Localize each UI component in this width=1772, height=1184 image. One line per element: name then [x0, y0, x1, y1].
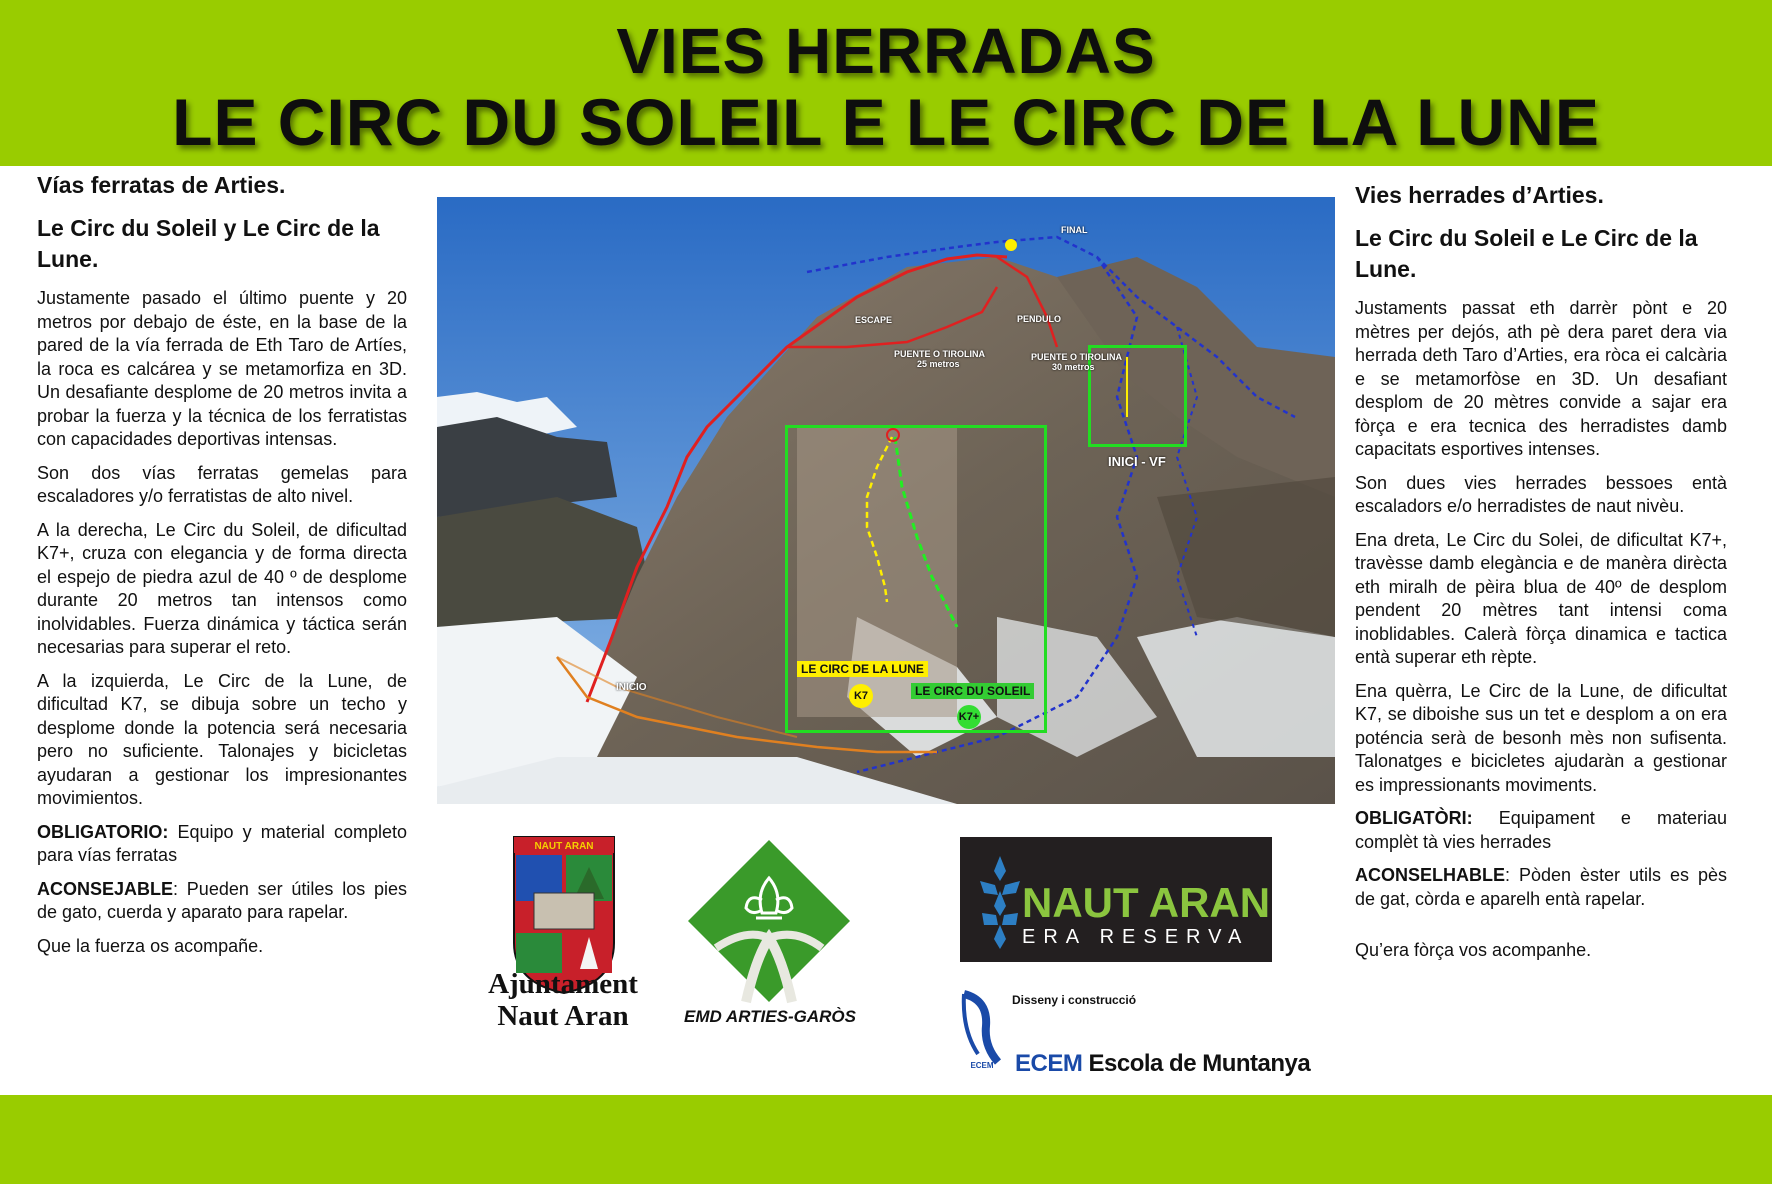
badge-k7-plus: K7+	[957, 705, 981, 729]
label-puente-1-length: 25 metros	[917, 359, 960, 369]
right-column	[1355, 180, 1727, 973]
tag-le-circ-de-la-lune: LE CIRC DE LA LUNE	[797, 661, 928, 677]
right-oblig-text: Equipament e materiau complèt tà vies herrades	[1355, 808, 1727, 852]
ajuntament-line-2: Naut Aran	[497, 1000, 629, 1032]
label-escape: ESCAPE	[855, 315, 893, 325]
right-paragraph-2: Son dues vies herrades bessoes entà escaladors e/o herradistes de naut nivèu.	[1355, 472, 1727, 516]
title-line-1: VIES HERRADAS	[616, 15, 1156, 87]
label-pendulo: PENDULO	[1017, 314, 1062, 324]
left-paragraph-2: Son dos vías ferratas gemelas para escaladores y/o ferratistas de alto nivel.	[37, 462, 407, 506]
design-credit: Disseny i construcció	[1012, 993, 1137, 1007]
right-paragraph-4: Ena quèrra, Le Circ de la Lune, de dificultat K7, se diboishe sus un tet e desplom a on era poténcia serà de besonh mès non sufisenta. Talonatges e bicicletes ajudaràn a gestionar es impressionants moviments.	[1355, 680, 1727, 795]
right-acons-label: ACONSELHABLE	[1355, 865, 1506, 885]
left-oblig-label: OBLIGATORIO:	[37, 821, 169, 842]
ecem-name-blue: ECEM	[1015, 1050, 1083, 1077]
left-column	[37, 170, 407, 968]
ecem-name-rest: Escola de Muntanya	[1082, 1050, 1311, 1077]
left-paragraph-4: A la izquierda, Le Circ de la Lune, de dificultad K7, se dibuja sobre un techo y desplome donde la potencia será necesaria pero no suficiente. Talonajes y bicicletas ayudaran a gestionar los impresionantes movimientos.	[37, 670, 407, 808]
right-paragraph-1: Justaments passat eth darrèr pònt e 20 mètres per dejós, ath pè dera paret dera via herrada deth Taro d’Arties, era ròca ei calcària e se metamorfòse en 3D. Un desafiant desplom de 20 mètres convide a sajar era fòrça e era tecnica des herradistes damb capacitats esportives intenses.	[1355, 298, 1727, 459]
label-puente-1: PUENTE O TIROLINA	[894, 349, 986, 359]
ajuntament-line-1: Ajuntament	[488, 968, 638, 1000]
emd-diamond-logo	[686, 838, 852, 1004]
ecem-logo-mark	[958, 990, 1006, 1070]
right-closing: Qu’era fòrça vos acompanhe.	[1355, 940, 1592, 960]
naut-aran-reserva-logo	[960, 837, 1272, 962]
left-heading-2: Le Circ du Soleil y Le Circ de la Lune.	[37, 215, 380, 272]
badge-k7: K7	[849, 684, 873, 708]
right-acons-text: : Pòden èster utils es pès de gat, còrda e aparelh entà rapelar.	[1355, 865, 1727, 909]
right-heading-2: Le Circ du Soleil e Le Circ de la Lune.	[1355, 225, 1698, 282]
label-inici: INICI - VF	[1108, 454, 1166, 469]
left-acons-text: : Pueden ser útiles los pies de gato, cuerda y aparato para rapelar.	[37, 878, 407, 922]
left-aconsejable	[37, 878, 407, 925]
right-aconselhable	[1355, 864, 1727, 911]
left-closing: Que la fuerza os acompañe.	[37, 935, 264, 956]
snowflake-icon	[970, 851, 1030, 951]
footer-band	[0, 1095, 1772, 1184]
label-puente-2: PUENTE O TIROLINA	[1031, 352, 1123, 362]
left-paragraph-1: Justamente pasado el último puente y 20 metros por debajo de éste, en la base de la pared de la vía ferrada de Eth Taro de Artíes, la roca es calcárea y se metamorfiza en 3D. Un desafiante desplome de 20 metros invita a probar la fuerza y la técnica de los ferratistas con capacidades deportivas intensas.	[37, 288, 407, 449]
label-inicio: INICIO	[616, 682, 647, 693]
ajunt-shield-text: NAUT ARAN	[534, 841, 594, 852]
era-reserva-subtitle: ERA RESERVA	[1022, 926, 1250, 948]
emd-name: EMD ARTIES-GARÒS	[684, 1007, 856, 1026]
right-heading-1: Vies herrades d’Arties.	[1355, 182, 1604, 208]
title-line-2: LE CIRC DU SOLEIL E LE CIRC DE LA LUNE	[172, 85, 1600, 159]
naut-aran-title: NAUT ARAN	[1022, 879, 1271, 926]
left-obligatorio	[37, 821, 407, 868]
right-paragraph-3: Ena dreta, Le Circ du Solei, de dificultat K7+, travèsse damb elegància e de manèra dirècta eth miralh de pèira blua de 40º de desplom pendent 20 mètres tant intensi coma inoblidables. Calerà fòrça dinamica e tactica entà superar eth rèpte.	[1355, 529, 1727, 667]
left-paragraph-3: A la derecha, Le Circ du Soleil, de dificultad K7+, cruza con elegancia y de forma directa el espejo de piedra azul de 40 º de desplome durante 20 metros tan intensos como inolvidables. Fuerza dinámica y táctica serán necesarias para superar el reto.	[37, 519, 407, 657]
left-acons-label: ACONSEJABLE	[37, 878, 174, 899]
route-photo	[437, 197, 1335, 804]
right-oblig-label: OBLIGATÒRI:	[1355, 808, 1473, 828]
tag-le-circ-du-soleil: LE CIRC DU SOLEIL	[911, 683, 1034, 699]
label-puente-2-length: 30 metros	[1052, 362, 1095, 372]
label-final: FINAL	[1061, 225, 1088, 235]
left-oblig-text: Equipo y material completo para vías ferratas	[37, 821, 407, 865]
right-obligatori	[1355, 807, 1727, 854]
ecem-name	[1015, 1050, 1310, 1078]
ajuntament-name	[458, 968, 668, 1032]
ecem-mark-text: ECEM	[970, 1061, 994, 1070]
left-heading-1: Vías ferratas de Arties.	[37, 172, 286, 198]
